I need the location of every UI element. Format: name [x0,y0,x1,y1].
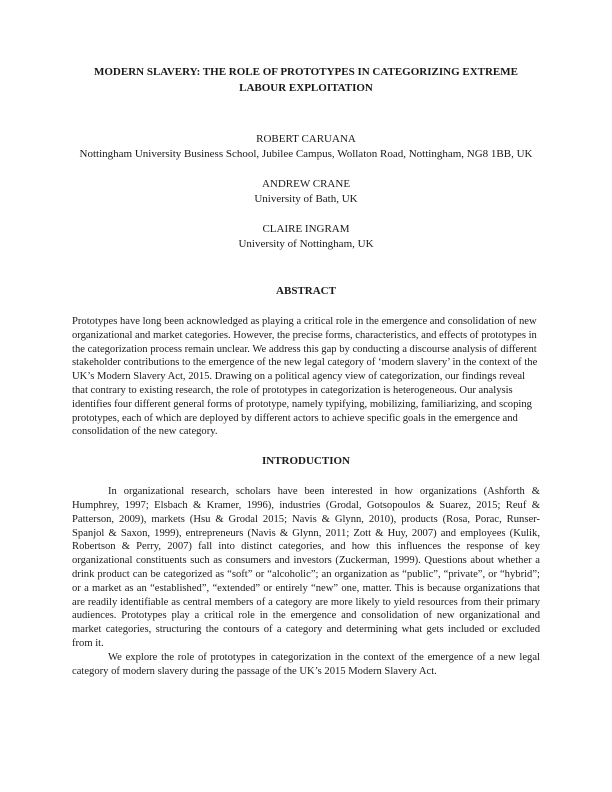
author-block [72,132,540,162]
abstract-heading: ABSTRACT [276,285,336,297]
body-paragraph: In organizational research, scholars have been interested in how organizations (Ashforth & Humphrey, 1997; Elsbach & Kramer, 1996), industries (Grodal, Gotsopoulos & Suarez, 2015; Reuf & Patterson, 2009), markets (Hsu & Grodal 2015; Navis & Glynn, 2010), products (Rosa, Porac, Runser-Spanjol & Saxon, 1999), entrepreneurs (Navis & Glynn, 2011; Zott & Huy, 2007) and employees (Kulik, Robertson & Perry, 2007) fall into distinct categories, and how this influences the response of key organizational constituents such as consumers and investors (Zuckerman, 1999). Questions about whether a drink product can be categorized as “soft” or “alcoholic”; an organization as “public”, “private”, or “hybrid”; or a market as an “established”, “extended” or entirely “new” one, matter. This is because organizations that are readily identifiable as central members of a category are more likely to yield resources from their primary audiences. Prototypes play a critical role in the emergence and consolidation of new organizational and market categories, structuring the contours of a category and determining what gets included or excluded from it. [72,486,540,649]
author-name: CLAIRE INGRAM [262,223,350,235]
author-affiliation: Nottingham University Business School, Jubilee Campus, Wollaton Road, Nottingham, NG8 1BB, UK [79,148,533,160]
body-paragraph: We explore the role of prototypes in categorization in the context of the emergence of a new legal category of modern slavery during the passage of the UK’s 2015 Modern Slavery Act. [72,651,540,677]
author-affiliation: University of Bath, UK [254,193,358,205]
author-block [72,177,540,207]
author-affiliation: University of Nottingham, UK [238,238,374,250]
author-name: ANDREW CRANE [261,178,351,190]
author-block [72,222,540,252]
abstract-text: Prototypes have long been acknowledged as playing a critical role in the emergence and consolidation of new organizational and market categories. However, the precise forms, characteristics, and effects of prototypes in the categorization process remain unclear. We address this gap by conducting a discourse analysis of different stakeholder contributions to the emergence of the new legal category of ‘modern slavery’ in the context of the UK’s Modern Slavery Act, 2015. Drawing on a political agency view of categorization, our findings reveal that contrary to existing research, the role of prototypes in categorization is heterogeneous. Our analysis identifies four different general forms of prototype, namely typifying, mobilizing, familiarizing, and scoping prototypes, each of which are deployed by different actors to achieve specific goals in the emergence and consolidation of the new category. [72,316,538,438]
author-name: ROBERT CARUANA [256,133,356,145]
paper-page [72,64,540,678]
paper-title: MODERN SLAVERY: THE ROLE OF PROTOTYPES IN CATEGORIZING EXTREME LABOUR EXPLOITATION [93,66,518,94]
introduction-heading: INTRODUCTION [261,455,350,468]
